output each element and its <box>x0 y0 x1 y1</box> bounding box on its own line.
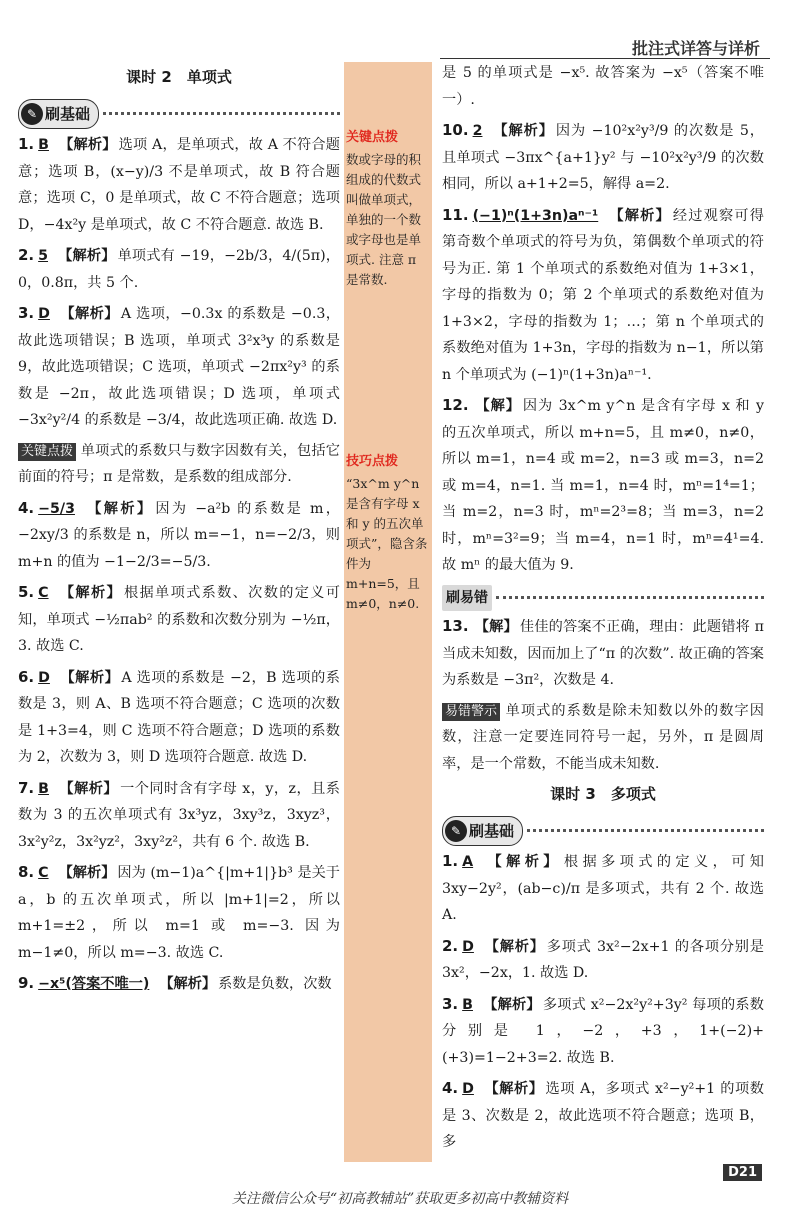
item-tag: 【解析】 <box>84 500 154 517</box>
footer-text: 关注微信公众号“初高教辅站”获取更多初高中教辅资料 <box>231 1191 569 1207</box>
item-text: 根据单项式系数、次数的定义可知，单项式 −½πab² 的系数和次数分别为 −½π，3. 故选 C. <box>18 585 340 654</box>
item-tag: 【解析】 <box>482 996 541 1013</box>
item-number: 11. <box>442 205 469 224</box>
item-answer: B <box>38 137 49 153</box>
item-number: 3. <box>18 304 35 322</box>
item-number: 2. <box>18 246 35 264</box>
side-note-key <box>346 128 432 290</box>
dotted-rule <box>496 596 764 599</box>
item-tag: 【解】 <box>474 398 521 414</box>
item-text: 因为 −a²b 的系数是 m，−2xy/3 的系数是 n，所以 m=−1，n=−2/3，则 m+n 的值为 −1−2/3=−5/3. <box>18 500 340 570</box>
brush-icon: ✎ <box>445 820 467 842</box>
continuation-text: 是 5 的单项式是 −x⁵. 故答案为 −x⁵（答案不唯一）. <box>442 65 764 108</box>
item-tag: 【解析】 <box>58 585 122 601</box>
item-text: 选项 A，是单项式，故 A 不符合题意；选项 B，(x−y)/3 不是单项式，故 B 符合题意；选项 C，0 是单项式，故 C 不符合题意；选项 D，−4x²y 是单项式，故 C 不符合题意. 故选 B. <box>18 137 340 233</box>
item-tag: 【解析】 <box>58 865 116 881</box>
answer-item <box>18 495 340 576</box>
banner-badge <box>442 816 523 847</box>
answer-item <box>442 202 764 389</box>
item-number: 7. <box>18 778 35 797</box>
page-header: 批注式详答与详析 <box>631 39 760 58</box>
item-answer: −x⁵(答案不唯一) <box>38 976 150 992</box>
item-number: 3. <box>442 994 459 1013</box>
key-point-label: 关键点拨 <box>18 443 76 461</box>
answer-item <box>18 579 340 660</box>
item-answer: B <box>38 780 49 797</box>
warning-label: 易错警示 <box>442 703 500 721</box>
item-number: 2. <box>442 936 459 955</box>
item-number: 12. <box>442 396 469 414</box>
warning-text: 单项式的系数是除未知数以外的数字因数，注意一定要连同符号一起，另外，π 是圆周率，是一个常数，不能当成未知数. <box>442 702 764 772</box>
item-number: 4. <box>442 1079 459 1097</box>
lesson-title: 课时 2 单项式 <box>126 68 232 86</box>
item-tag: 【解析】 <box>58 248 116 264</box>
item-answer: D <box>38 306 50 322</box>
item-tag: 【解】 <box>474 619 518 635</box>
answer-item <box>18 300 340 434</box>
item-answer: D <box>462 938 474 955</box>
answer-item <box>442 991 764 1072</box>
item-text: 因为 3x^m y^n 是含有字母 x 和 y 的五次单项式，所以 m+n=5，且 m≠0，n≠0，所以 m=1，n=4 或 m=2，n=3 或 m=3，n=2 或 m=4，n=1. 当 m=1，n=4 时，mⁿ=1⁴=1；当 m=2，n=3 时，mⁿ=2³=8；当 m=3，n=2 时，mⁿ=3²=9；当 m=4，n=1 时，mⁿ=4¹=4. 故 mⁿ 的最大值为 9. <box>442 398 764 573</box>
answer-item <box>442 117 764 198</box>
item-tag: 【解析】 <box>483 1081 544 1097</box>
item-number: 4. <box>18 498 35 517</box>
item-text: 经过观察可得第奇数个单项式的符号为负，第偶数个单项式的符号为正. 第 1 个单项式的系数绝对值为 1+3×1，字母的指数为 0；第 2 个单项式的系数绝对值为 1+3×2，字母的指数为 1；…；第 n 个单项式的系数绝对值为 1+3n，字母的指数为 n−1，所以第 n 个单项式为 (−1)ⁿ(1+3n)aⁿ⁻¹. <box>442 207 764 383</box>
item-text: 系数是负数，次数 <box>218 976 332 992</box>
item-answer: D <box>462 1081 474 1097</box>
banner-label: 刷基础 <box>45 104 91 123</box>
item-text: 多项式 x²−2x²y²+3y² 每项的系数分别是 1，−2，+3，1+(−2)+(+3)=1−2+3=2. 故选 B. <box>442 996 764 1066</box>
item-text: 佳佳的答案不正确，理由：此题错将 π 当成未知数，因而加上了“π 的次数”. 故正确的答案为系数是 −3π²，次数是 4. <box>442 619 764 688</box>
item-tag: 【解析】 <box>483 854 562 870</box>
page-number: D21 <box>723 1164 762 1181</box>
item-answer: C <box>38 865 49 881</box>
item-answer: C <box>38 585 49 601</box>
item-tag: 【解析】 <box>58 137 117 153</box>
answer-item <box>18 970 340 998</box>
dotted-rule <box>527 829 764 832</box>
answer-item <box>18 775 340 856</box>
side-note-title: 技巧点拨 <box>346 454 399 469</box>
brush-icon: ✎ <box>21 103 43 125</box>
answer-item <box>442 392 764 579</box>
item-tag: 【解析】 <box>483 938 545 955</box>
item-text: 单项式有 −19，−2b/3，4/(5π)，0，0.8π，共 5 个. <box>18 248 340 291</box>
item-text: 选项 A，多项式 x²−y²+1 的项数是 3、次数是 2，故此选项不符合题意；选项 B，多 <box>442 1081 764 1150</box>
item-answer: A <box>462 854 474 870</box>
key-point-text: 单项式的系数只与数字因数有关，包括它前面的符号；π 是常数，是系数的组成部分. <box>18 442 340 485</box>
item-tag: 【解析】 <box>608 207 671 224</box>
item-number: 6. <box>18 667 35 686</box>
answer-item <box>442 933 764 987</box>
item-text: 多项式 3x²−2x+1 的各项分别是 3x²，−2x，1. 故选 D. <box>442 938 764 981</box>
side-note-text: “3x^m y^n 是含有字母 x 和 y 的五次单项式”，隐含条件为 m+n=5，且 m≠0，n≠0. <box>346 476 428 611</box>
banner-badge <box>18 99 99 130</box>
item-text: A 选项，−0.3x 的系数是 −0.3，故此选项错误；B 选项，单项式 3²x³y 的系数是 9，故此选项错误；C 选项，单项式 −2πx²y³ 的系数是 −2π，故此选项错误；D 选项，单项式 −3x²y²/4 的系数是 −3/4，故此选项正确. 故选 D. <box>18 306 340 428</box>
item-tag: 【解析】 <box>59 669 120 686</box>
banner-label: 刷基础 <box>469 821 515 840</box>
error-banner-label: 刷易错 <box>442 585 492 612</box>
item-answer: (−1)ⁿ(1+3n)aⁿ⁻¹ <box>472 207 599 224</box>
header-rule <box>440 58 770 59</box>
item-text: A 选项的系数是 −2，B 选项的系数是 3，则 A、B 选项不符合题意；C 选项的次数是 1+3=4，则 C 选项不符合题意；D 选项的系数为 2，次数为 3，则 D 选项符合题意. 故选 D. <box>18 669 340 765</box>
item-answer: 2 <box>472 123 483 139</box>
key-point-box <box>18 438 340 491</box>
left-column <box>18 62 340 1002</box>
item-text: 根据多项式的定义，可知 3xy−2y²，(ab−c)/π 是多项式，共有 2 个. 故选 A. <box>442 854 764 923</box>
section-banner <box>18 99 340 130</box>
item-number: 8. <box>18 863 35 881</box>
item-answer: D <box>38 669 50 686</box>
warning-box <box>442 698 764 778</box>
item-answer: B <box>462 996 473 1013</box>
error-banner <box>442 585 764 612</box>
lesson-title: 课时 3 多项式 <box>550 785 656 803</box>
side-note-tip <box>346 452 432 614</box>
answer-item <box>18 131 340 238</box>
item-tag: 【解析】 <box>492 123 554 139</box>
item-text: 因为 (m−1)a^{|m+1|}b³ 是关于 a，b 的五次单项式，所以 |m+1|=2，所以 m+1=±2，所以 m=1 或 m=−3. 因为 m−1≠0，所以 m=−3. 故选 C. <box>18 865 340 961</box>
item-number: 13. <box>442 617 469 635</box>
side-note-text: 数或字母的积组成的代数式叫做单项式，单独的一个数或字母也是单项式. 注意 π 是常数. <box>346 152 422 287</box>
item-number: 9. <box>18 974 35 992</box>
item-tag: 【解析】 <box>159 976 217 992</box>
item-text: 一个同时含有字母 x，y，z，且系数为 3 的五次单项式有 3x³yz，3xy³z，3xyz³，3x²y²z，3x²yz²，3xy²z²，共有 6 个. 故选 B. <box>18 780 340 850</box>
item-tag: 【解析】 <box>59 306 119 322</box>
item-text: 因为 −10²x²y³/9 的次数是 5，且单项式 −3πx^{a+1}y² 与 −10²x²y³/9 的次数相同，所以 a+1+2=5，解得 a=2. <box>442 123 764 192</box>
answer-item <box>442 613 764 694</box>
dotted-rule <box>103 112 340 115</box>
item-tag: 【解析】 <box>58 780 119 797</box>
answer-item <box>442 848 764 929</box>
item-number: 1. <box>442 852 459 870</box>
answer-item <box>18 664 340 771</box>
section-banner <box>442 816 764 847</box>
item-answer: 5 <box>38 248 49 264</box>
item-number: 10. <box>442 121 469 139</box>
side-note-title: 关键点拨 <box>346 130 399 145</box>
right-column <box>442 60 764 1160</box>
item-answer: −5/3 <box>38 500 75 517</box>
item-number: 1. <box>18 135 35 153</box>
item-number: 5. <box>18 583 35 601</box>
answer-item <box>18 242 340 296</box>
answer-item <box>18 859 340 966</box>
answer-item <box>442 1075 764 1156</box>
